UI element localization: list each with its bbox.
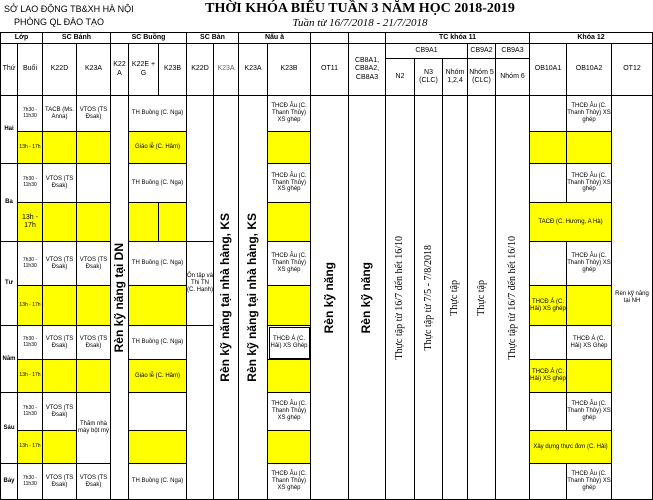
cell-ob10a1-sau-morning [530,393,567,431]
organization-name: SỞ LAO ĐỘNG TB&XH HÀ NỘI [4,4,134,14]
cell-buong-nam-afternoon: Giáo lễ (C. Hâm) [129,360,187,393]
session-morning: 7h30 - 11h30 [18,164,43,203]
header-k22d-banh: K22D [43,44,77,96]
header-k22e-g: K22E + G [129,44,159,96]
day-label-sau: Sáu [1,393,18,464]
header-nau-an: Nấu ă [239,33,311,44]
cell-k23b-tu-morning: THCĐ Âu (C. Thanh Thủy) XS ghép [268,242,311,286]
cell-k22d-ba-morning: VTOS (TS Đsak) [43,164,77,203]
header-k23a-nau: K23A [239,44,268,96]
cell-k23a-nam-morning: VTOS (TS Đsak) [77,326,111,360]
cell-nhom6-text: Thực tập từ 16/7 đến hết 16/10 [506,235,518,360]
cell-ob10a2-bay-morning: THCĐ Âu (C. Thanh Thủy) XS ghép [567,464,612,500]
cell-k22d-nam-afternoon [43,360,77,393]
header-blank-ot11 [311,33,349,44]
header-sc-buong: SC Buồng [111,33,187,44]
cell-ot12-ren-ky-nang: Rèn kỹ năng tại NH [612,96,653,500]
header-khoa-12: Khóa 12 [530,33,653,44]
cell-buong-sau-afternoon [129,431,187,464]
session-afternoon: 13h - 17h [18,431,43,464]
header-cb9a1: CB9A1 [386,44,468,59]
cell-buong-sau-morning [129,393,187,431]
cell-n2-thuc-tap [386,96,415,500]
cell-k23b-ba-morning: THCĐ Âu (C. Thanh Thủy) XS ghép [268,164,311,203]
cell-ob10-sau-afternoon: Xây dựng thực đơn (C. Hải) [530,431,612,464]
cell-ob10a2-ba-morning: THCĐ Âu (C. Thanh Thủy) XS ghép [567,164,612,203]
header-nhom6: Nhóm 6 [496,59,530,96]
cell-cb8a-ren-ky-nang [349,96,386,500]
cell-k23a-bay-morning: VTOS (TS Đsak) [77,464,111,500]
cell-k23b-ba-afternoon [268,203,311,242]
header-nhom5: Nhóm 5 (CLC) [468,59,496,96]
header-k22d-ban: K22D [187,44,214,96]
cell-k23b-nam-morning-selected[interactable]: THCĐ Á (C. Hải) XS Ghép [268,326,311,360]
session-afternoon: 13h - 17h [18,286,43,326]
cell-cb8a-text: Rèn kỹ năng [359,261,374,334]
header-cb9a3: CB9A3 [496,44,530,59]
cell-nhom124-thuc-tap [443,96,468,500]
cell-k22a-text: Rèn kỹ năng tại DN [111,242,126,353]
header-k23a-ban: K23A [214,44,239,96]
cell-k23a-hai-morning: VTOS (TS Đsak) [77,96,111,132]
session-afternoon: 13h - 17h [18,360,43,393]
header-sc-ban: SC Bàn [187,33,239,44]
cell-ob10a1-tu-afternoon: THCĐ Á (C. Hải) XS ghép [530,286,567,326]
session-morning: 7h30 - 11h30 [18,393,43,431]
header-ob10a2: OB10A2 [567,44,612,96]
cell-k23a-ba-morning [77,164,111,203]
cell-k22d-ba-afternoon [43,203,77,242]
schedule-title: THỜI KHÓA BIỂU TUẦN 3 NĂM HỌC 2018-2019 [205,1,515,16]
document-header [0,0,653,32]
cell-k23a-ban-text: Rèn kỹ năng tại nhà hàng, KS [218,213,233,382]
cell-ob10a2-tu-afternoon [567,286,612,326]
cell-k23b-ba-afternoon [159,203,187,242]
cell-nhom6-thuc-tap [496,96,530,500]
cell-ob10a1-hai-afternoon [530,132,567,164]
cell-k22d-ban-upper [187,96,214,242]
cell-k23b-hai-morning: THCĐ Âu (C. Thanh Thủy) XS ghép [268,96,311,132]
cell-k23a-sau: Thăm nhà máy bột mỳ [77,393,111,464]
cell-nhom5-text: Thực tập [475,279,487,316]
cell-k22d-ban-on-tap: Ôn tập và Thi TN (C. Hạnh) [187,242,214,326]
cell-buong-bay-morning: TH Buồng (C. Nga) [129,464,187,500]
session-morning: 7h30 - 11h30 [18,326,43,360]
department-name: PHÒNG QL ĐÀO TẠO [14,17,105,27]
cell-k23b-bay-morning: THCĐ Âu (C. Thanh Thủy) XS ghép [268,464,311,500]
day-label-nam: Năm [1,326,18,393]
cell-ob10-ba-afternoon: TACĐ (C. Hương, A Hà) [530,203,612,242]
session-morning: 7h30 - 11h30 [18,242,43,286]
day-label-hai: Hai [1,96,18,164]
cell-ob10a1-hai-morning [530,96,567,132]
header-k23b-buong: K23B [159,44,187,96]
cell-k23a-hai-afternoon [77,132,111,164]
cell-buong-tu-morning: TH Buồng (C. Nga) [129,242,187,286]
session-morning: 7h30 - 11h30 [18,464,43,500]
cell-ob10a2-hai-morning: THCĐ Âu (C. Thanh Thủy) XS ghép [567,96,612,132]
cell-ob10a2-hai-afternoon [567,132,612,164]
cell-ob10a2-tu-morning: THCĐ Âu (C. Thanh Thủy) XS ghép [567,242,612,286]
cell-ot11-text: Rèn kỹ năng [321,261,336,334]
header-ob10a1: OB10A1 [530,44,567,96]
cell-k22d-bay-morning: VTOS (TS Đsak) [43,464,77,500]
cell-ob10a1-tu-morning [530,242,567,286]
cell-n3-text: Thực tập từ 7/5 - 7/8/2018 [422,244,434,351]
header-thu: Thứ [1,44,18,96]
cell-k23b-sau-afternoon [268,431,311,464]
cell-k23a-ban-ren-ky-nang [214,96,239,500]
header-n3: N3 (CLC) [415,59,443,96]
header-tc-khoa-11: TC khóa 11 [386,33,530,44]
cell-k23b-tu-afternoon [268,286,311,326]
header-k22a-buong: K22 A [111,44,129,96]
cell-k23a-tu-afternoon [77,286,111,326]
cell-k22a-ren-ky-nang-dn [111,96,129,500]
header-buoi: Buổi [18,44,43,96]
cell-k22d-hai-morning: TACB (Ms. Anna) [43,96,77,132]
cell-k22d-ban-lower [187,326,214,500]
session-afternoon: 13h - 17h [18,203,43,242]
day-label-ba: Ba [1,164,18,242]
cell-k23b-hai-afternoon [268,132,311,164]
day-label-tu: Tư [1,242,18,326]
cell-k23a-ba-afternoon [77,203,111,242]
cell-k22d-tu-afternoon [43,286,77,326]
cell-n3-thuc-tap [415,96,443,500]
header-blank-cb8 [349,33,386,44]
header-k23b-nau: K23B [268,44,311,96]
cell-nhom5-thuc-tap [468,96,496,500]
header-n2: N2 [386,59,415,96]
cell-buong-tu-afternoon [129,286,187,326]
cell-n2-text: Thực tập từ 16/7 đến hết 16/10 [394,235,406,360]
cell-k23a-tu-morning: VTOS (TS Đsak) [77,242,111,286]
cell-k22e-ba-afternoon [129,203,159,242]
header-lop: Lớp [1,33,43,44]
cell-k23b-sau-morning: THCĐ Âu (C. Thanh Thủy) XS ghép [268,393,311,431]
cell-k23a-nau-text: Rèn kỹ năng tại nhà hàng, KS [245,213,260,382]
cell-buong-ba-morning: TH Buồng (C. Nga) [129,164,187,203]
cell-k22d-sau-morning: VTOS (TS Đsak) [43,393,77,431]
cell-ob10a2-sau-morning: THCĐ Âu (C. Thanh Thủy) XS ghép [567,393,612,431]
header-cb8a: CB8A1, CB8A2, CB8A3 [349,44,386,96]
cell-buong-hai-afternoon: Giáo lễ (C. Hâm) [129,132,187,164]
cell-k22d-nam-morning: VTOS (TS Đsak) [43,326,77,360]
cell-buong-hai-morning: TH Buồng (C. Nga) [129,96,187,132]
cell-ob10a1-nam-morning [530,326,567,360]
header-ot11: OT11 [311,44,349,96]
cell-nhom124-text: Thực tập [449,279,461,316]
header-ot12: OT12 [612,44,653,96]
cell-k22d-hai-afternoon [43,132,77,164]
day-label-bay: Bảy [1,464,18,500]
cell-ob10a2-nam-morning: THCĐ Á (C. Hải) XS Ghép [567,326,612,360]
header-nhom124: Nhóm 1,2,4 [443,59,468,96]
cell-k23a-nam-afternoon [77,360,111,393]
cell-k22d-tu-morning: VTOS (TS Đsak) [43,242,77,286]
session-afternoon: 13h - 17h [18,132,43,164]
cell-k23b-nam-afternoon [268,360,311,393]
session-morning: 7h30 - 11h30 [18,96,43,132]
cell-buong-nam-morning: TH Buồng (C. Nga) [129,326,187,360]
cell-ob10a2-nam-afternoon [567,360,612,393]
cell-k22d-sau-afternoon [43,431,77,464]
cell-ob10a1-bay-morning [530,464,567,500]
header-k23a-banh: K23A [77,44,111,96]
header-sc-banh: SC Bánh [43,33,111,44]
cell-k23a-nau-ren-ky-nang [239,96,268,500]
cell-ob10a1-ba-morning [530,164,567,203]
schedule-week-range: Tuần từ 16/7/2018 - 21/7/2018 [292,17,428,29]
cell-ob10a1-nam-afternoon: THCĐ Á (C. Hải) XS ghép [530,360,567,393]
cell-ot11-ren-ky-nang [311,96,349,500]
header-cb9a2: CB9A2 [468,44,496,59]
